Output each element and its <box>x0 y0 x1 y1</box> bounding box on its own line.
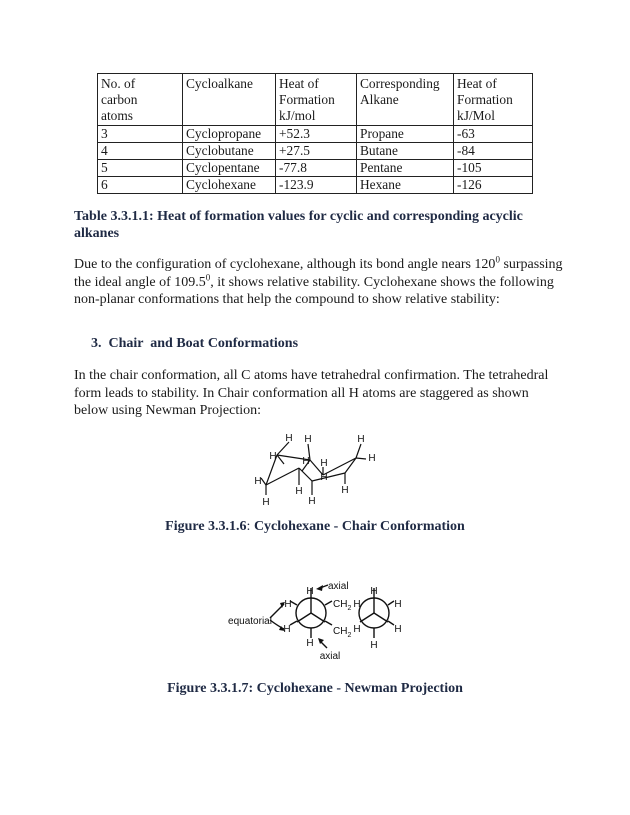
heat-of-formation-table <box>97 73 533 194</box>
section-heading <box>91 336 298 352</box>
table-cell: -77.8 <box>276 160 357 177</box>
table-row <box>98 177 533 194</box>
hydrogen-label: H <box>283 624 291 635</box>
table-header-cell: No. of carbon atoms <box>98 74 183 126</box>
table-row <box>98 143 533 160</box>
figure-label: Figure 3.3.1.6 <box>165 519 247 534</box>
table-cell: Cyclohexane <box>183 177 276 194</box>
table-header-cell: Cycloalkane <box>183 74 276 126</box>
figure-caption-text: Cyclohexane - Chair Conformation <box>250 519 465 534</box>
hydrogen-label: H <box>368 453 376 464</box>
chair-paragraph: In the chair conformation, all C atoms have tetrahedral confirmation. The tetrahedral form leads to stability. In Chair conformation all H atoms are staggered as shown below using Newman Projection: <box>74 368 549 418</box>
chair-conformation-figure <box>240 428 390 508</box>
hydrogen-label: H <box>262 497 270 508</box>
table-cell: 4 <box>98 143 183 160</box>
table-cell: -63 <box>454 126 533 143</box>
hydrogen-label: H <box>394 624 402 635</box>
ch2-text: CH <box>333 599 348 610</box>
equatorial-label: equatorial <box>228 616 272 627</box>
table-header-cell: Heat of Formation kJ/mol <box>276 74 357 126</box>
ch2-label <box>333 626 351 639</box>
newman-projection-figure <box>228 580 408 665</box>
table-header-cell: Heat of Formation kJ/Mol <box>454 74 533 126</box>
figure-caption-newman: Figure 3.3.1.7: Cyclohexane - Newman Projection <box>167 681 463 696</box>
hydrogen-label: H <box>320 472 328 483</box>
ch2-subscript: 2 <box>347 605 352 612</box>
table-cell: Cyclopentane <box>183 160 276 177</box>
hydrogen-label: H <box>285 433 293 444</box>
hydrogen-label: H <box>370 586 378 597</box>
paragraph-text: , it shows relative stability. Cyclohexane shows the following non-planar conformations that help the compound to show relative stability: <box>74 274 554 307</box>
caption-separator: : <box>246 519 251 534</box>
hydrogen-label: H <box>353 599 361 610</box>
hydrogen-label: H <box>306 638 314 649</box>
stability-paragraph <box>74 256 564 309</box>
hydrogen-label: H <box>341 485 349 496</box>
hydrogen-label: H <box>302 456 310 467</box>
table-cell: +27.5 <box>276 143 357 160</box>
table-cell: Cyclobutane <box>183 143 276 160</box>
table-caption: Table 3.3.1.1: Heat of formation values for cyclic and corresponding acyclic alkanes <box>74 209 523 241</box>
degree-superscript: 0 <box>205 271 211 282</box>
axial-label: axial <box>328 581 349 592</box>
axial-label: axial <box>319 651 341 662</box>
table-cell: -84 <box>454 143 533 160</box>
table-cell: -123.9 <box>276 177 357 194</box>
ch2-subscript: 2 <box>347 632 352 639</box>
hydrogen-label: H <box>306 586 314 597</box>
hydrogen-label: H <box>254 476 262 487</box>
table-cell: Butane <box>357 143 454 160</box>
ch2-label <box>333 599 351 612</box>
paragraph-text: Due to the configuration of cyclohexane, although its bond angle nears 120 <box>74 257 496 272</box>
table-row <box>98 126 533 143</box>
table-cell: Pentane <box>357 160 454 177</box>
section-title: Chair and Boat Conformations <box>108 336 299 351</box>
hydrogen-label: H <box>308 496 316 507</box>
table-cell: Propane <box>357 126 454 143</box>
hydrogen-label: H <box>269 451 277 462</box>
table-cell: Hexane <box>357 177 454 194</box>
hydrogen-label: H <box>304 434 312 445</box>
table-row <box>98 160 533 177</box>
table-cell: Cyclopropane <box>183 126 276 143</box>
table-cell: -126 <box>454 177 533 194</box>
degree-superscript: 0 <box>495 254 500 265</box>
hydrogen-label: H <box>357 434 365 445</box>
table-cell: 5 <box>98 160 183 177</box>
paragraph-text: surpassing the ideal angle of 109.5 <box>74 257 563 290</box>
table-cell: 6 <box>98 177 183 194</box>
hydrogen-label: H <box>284 599 292 610</box>
hydrogen-label: H <box>370 640 378 651</box>
hydrogen-label: H <box>353 624 361 635</box>
section-number: 3. <box>91 336 102 351</box>
figure-caption-chair <box>0 519 630 535</box>
table-cell: 3 <box>98 126 183 143</box>
ch2-text: CH <box>333 626 348 637</box>
hydrogen-label: H <box>394 599 402 610</box>
table-cell: +52.3 <box>276 126 357 143</box>
hydrogen-label: H <box>320 458 328 469</box>
table-cell: -105 <box>454 160 533 177</box>
table-header-cell: Corresponding Alkane <box>357 74 454 126</box>
table-header-row <box>98 74 533 126</box>
hydrogen-label: H <box>295 486 303 497</box>
